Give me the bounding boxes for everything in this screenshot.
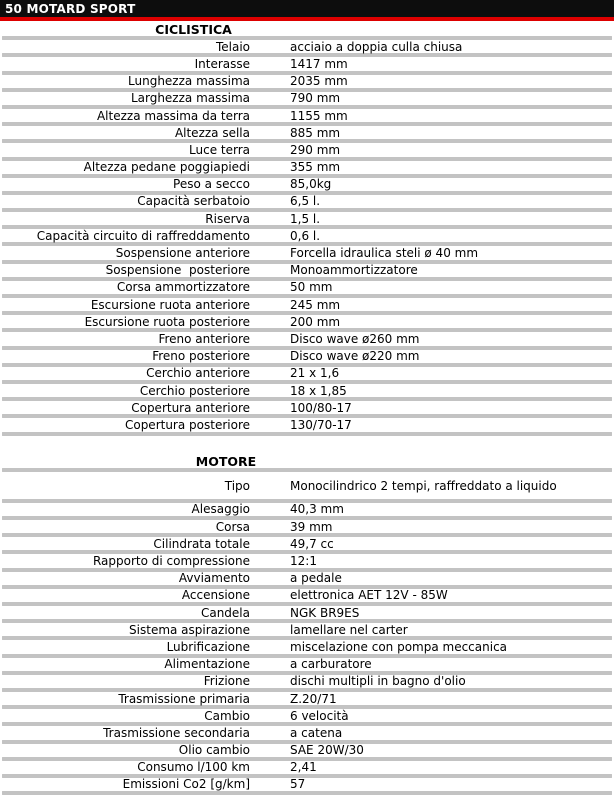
spec-row	[0, 332, 614, 345]
spec-label: Consumo l/100 km	[137, 760, 250, 775]
spec-value: acciaio a doppia culla chiusa	[290, 39, 463, 54]
spec-value: lamellare nel carter	[290, 622, 408, 637]
spec-row	[0, 761, 614, 774]
row-separator	[2, 791, 612, 795]
spec-label: Escursione ruota posteriore	[84, 314, 250, 329]
spec-label: Riserva	[205, 211, 250, 226]
spec-row	[0, 178, 614, 191]
spec-label: Escursione ruota anteriore	[90, 297, 250, 312]
spec-label: Cerchio posteriore	[139, 383, 250, 398]
spec-row	[0, 503, 614, 516]
spec-label: Altezza sella	[174, 125, 250, 140]
spec-row	[0, 480, 614, 493]
spec-row	[0, 554, 614, 567]
spec-label: Olio cambio	[178, 743, 250, 758]
spec-value: 12:1	[290, 554, 317, 569]
spec-row	[0, 92, 614, 105]
spec-row	[0, 75, 614, 88]
spec-row	[0, 143, 614, 156]
spec-label: Corsa ammortizzatore	[116, 280, 250, 295]
spec-label: Sospensione anteriore	[115, 246, 250, 261]
spec-label: Lubrificazione	[166, 639, 250, 654]
spec-value: 6,5 l.	[290, 194, 321, 209]
spec-row	[0, 572, 614, 585]
spec-value: 57	[290, 777, 306, 792]
spec-label: Trasmissione secondaria	[103, 725, 250, 740]
spec-label: Altezza massima da terra	[96, 108, 250, 123]
spec-row	[0, 126, 614, 139]
spec-value: Disco wave ø220 mm	[290, 349, 420, 364]
spec-value: 790 mm	[290, 91, 341, 106]
spec-row	[0, 589, 614, 602]
spec-row	[0, 350, 614, 363]
spec-row	[0, 658, 614, 671]
spec-row	[0, 195, 614, 208]
spec-label: Tipo	[224, 479, 250, 494]
spec-value: 39 mm	[290, 519, 333, 534]
spec-row	[0, 401, 614, 414]
spec-label: Altezza pedane poggiapiedi	[83, 160, 250, 175]
spec-label: Rapporto di compressione	[92, 554, 250, 569]
spec-value: 50 mm	[290, 280, 333, 295]
title-bar	[0, 0, 614, 17]
spec-value: miscelazione con pompa meccanica	[290, 639, 508, 654]
spec-row	[0, 520, 614, 533]
spec-value: a carburatore	[290, 657, 372, 672]
spec-row	[0, 298, 614, 311]
spec-row	[0, 744, 614, 757]
spec-row	[0, 229, 614, 242]
spec-value: 100/80-17	[290, 400, 352, 415]
spec-label: Cilindrata totale	[153, 536, 250, 551]
spec-value: 1155 mm	[290, 108, 348, 123]
spec-label: Alimentazione	[164, 657, 250, 672]
spec-row	[0, 640, 614, 653]
spec-label: Luce terra	[189, 142, 250, 157]
spec-value: 0,6 l.	[290, 228, 321, 243]
spec-label: Sospensione posteriore	[105, 263, 250, 278]
spec-label: Sistema aspirazione	[129, 622, 250, 637]
spec-value: 6 velocità	[290, 708, 349, 723]
spec-sections	[0, 23, 614, 795]
spec-value: dischi multipli in bagno d'olio	[290, 674, 466, 689]
spec-label: Accensione	[181, 588, 250, 603]
spec-label: Avviamento	[178, 571, 250, 586]
spec-value: 200 mm	[290, 314, 341, 329]
spec-row	[0, 623, 614, 636]
spec-label: Peso a secco	[173, 177, 250, 192]
spec-row	[0, 606, 614, 619]
spec-row	[0, 726, 614, 739]
spec-label: Capacità circuito di raffreddamento	[36, 228, 250, 243]
page-title: 50 MOTARD SPORT	[5, 1, 136, 16]
spec-row	[0, 109, 614, 122]
section-motore	[0, 455, 614, 796]
spec-row	[0, 264, 614, 277]
spec-label: Telaio	[215, 39, 250, 54]
spec-row	[0, 281, 614, 294]
spec-value: 2,41	[290, 760, 317, 775]
spec-value: 130/70-17	[290, 417, 352, 432]
spec-value: Monoammortizzatore	[290, 263, 418, 278]
spec-label: Freno posteriore	[152, 349, 250, 364]
spec-label: Cambio	[204, 708, 250, 723]
spec-row	[0, 212, 614, 225]
spec-value: 885 mm	[290, 125, 341, 140]
spec-value: 1,5 l.	[290, 211, 321, 226]
spec-label: Frizione	[203, 674, 250, 689]
spec-value: 40,3 mm	[290, 502, 344, 517]
spec-value: SAE 20W/30	[290, 743, 364, 758]
spec-row	[0, 161, 614, 174]
spec-row	[0, 778, 614, 791]
spec-value: 1417 mm	[290, 56, 348, 71]
spec-row	[0, 418, 614, 431]
spec-value: 21 x 1,6	[290, 366, 340, 381]
spec-value: 49,7 cc	[290, 536, 334, 551]
spec-value: 18 x 1,85	[290, 383, 347, 398]
spec-label: Lunghezza massima	[128, 74, 250, 89]
spec-value: 355 mm	[290, 160, 341, 175]
spec-label: Larghezza massima	[130, 91, 250, 106]
spec-label: Trasmissione primaria	[118, 691, 250, 706]
spec-value: Disco wave ø260 mm	[290, 331, 420, 346]
spec-label: Interasse	[194, 56, 250, 71]
spec-label: Copertura anteriore	[131, 400, 250, 415]
spec-value: 2035 mm	[290, 74, 348, 89]
spec-row	[0, 40, 614, 53]
section-header: CICLISTICA	[155, 22, 232, 38]
spec-value: 85,0kg	[290, 177, 332, 192]
spec-label: Capacità serbatoio	[137, 194, 250, 209]
spec-label: Emissioni Co2 [g/km]	[122, 777, 250, 792]
spec-label: Copertura posteriore	[124, 417, 250, 432]
spec-row	[0, 675, 614, 688]
row-separator	[2, 432, 612, 436]
spec-row	[0, 246, 614, 259]
spec-row	[0, 692, 614, 705]
spec-value: NGK BR9ES	[290, 605, 360, 620]
spec-row	[0, 315, 614, 328]
spec-label: Corsa	[215, 519, 250, 534]
spec-value: elettronica AET 12V - 85W	[290, 588, 448, 603]
spec-value: Monocilindrico 2 tempi, raffreddato a liquido	[290, 479, 557, 494]
spec-row	[0, 57, 614, 70]
section-header: MOTORE	[195, 453, 257, 469]
accent-divider	[0, 17, 614, 21]
section-ciclistica	[0, 23, 614, 436]
spec-value: Forcella idraulica steli ø 40 mm	[290, 246, 479, 261]
spec-value: 290 mm	[290, 142, 341, 157]
spec-row	[0, 709, 614, 722]
spec-label: Freno anteriore	[158, 331, 250, 346]
spec-label: Cerchio anteriore	[146, 366, 250, 381]
spec-value: 245 mm	[290, 297, 341, 312]
spec-row	[0, 537, 614, 550]
spec-value: Z.20/71	[290, 691, 337, 706]
spec-label: Alesaggio	[191, 502, 250, 517]
spec-label: Candela	[200, 605, 250, 620]
spec-value: a pedale	[290, 571, 342, 586]
spec-row	[0, 384, 614, 397]
spec-value: a catena	[290, 725, 343, 740]
spec-row	[0, 367, 614, 380]
